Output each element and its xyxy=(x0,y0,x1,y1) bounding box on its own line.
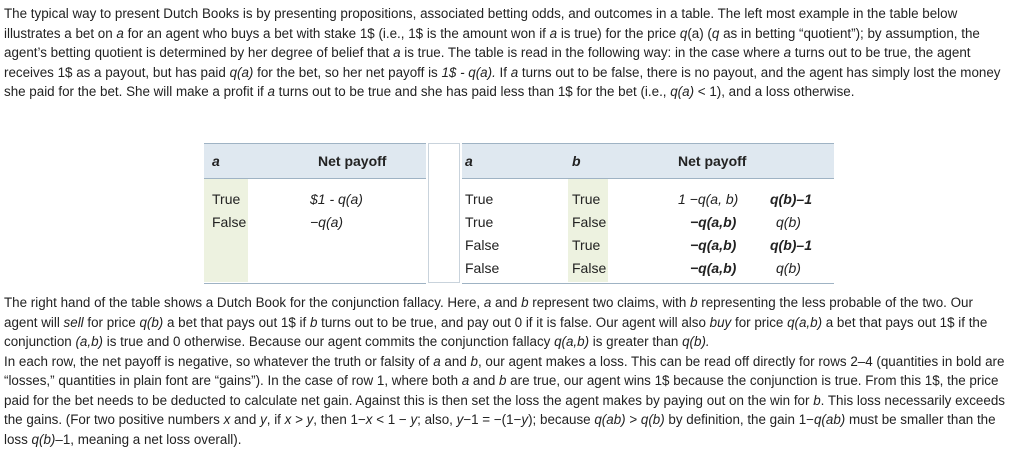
math-qab: q(ab) xyxy=(594,412,626,427)
text-run: and xyxy=(491,295,522,310)
math-a: a xyxy=(461,373,470,388)
text-run: representing the less probable of the two. Our agent will xyxy=(4,295,973,330)
right-row2-b: False xyxy=(572,214,607,230)
text-run: and xyxy=(230,412,261,427)
right-header-a: a xyxy=(465,153,473,169)
math-qa: q(a) xyxy=(229,64,254,80)
math-b: b xyxy=(470,353,478,369)
math-b: b xyxy=(521,295,529,310)
math-a: a xyxy=(393,45,401,60)
right-row3-loss-b: q(b)–1 xyxy=(770,237,812,253)
emphasis-buy: buy xyxy=(709,314,732,330)
text-run: , if xyxy=(266,412,285,427)
text-run: The right hand of the table shows a Dutch Book for the conjunction fallacy. Here, xyxy=(4,295,484,310)
text-run: is true and 0 otherwise. Because our agent commits the conjunction fallacy xyxy=(103,334,555,349)
text-run: for the bet, so her net payoff is xyxy=(253,64,442,80)
math-qab: q(ab) xyxy=(813,412,846,427)
right-table xyxy=(462,143,834,284)
left-row1-a: True xyxy=(212,191,241,207)
math-q: q xyxy=(679,25,688,41)
text-run: –1, meaning a net loss overall). xyxy=(55,431,242,447)
math-q: q xyxy=(711,25,720,41)
math-a: a xyxy=(433,353,441,369)
right-row3-b: True xyxy=(572,237,601,253)
text-run: −1 = −(1− xyxy=(463,412,522,427)
text-run: ; also, xyxy=(417,412,457,427)
text-run: The typical way to present Dutch Books is by presenting propositions, associated betting odds, and outcomes in a table. The left most example in the table below illustrates a bet on xyxy=(4,6,958,41)
math-inequality: x > y xyxy=(284,412,314,427)
right-row4-loss: −q(a,b) xyxy=(690,260,737,276)
right-row4-a: False xyxy=(465,260,500,276)
right-row3-a: False xyxy=(465,237,500,253)
left-header-a: a xyxy=(212,153,220,169)
text-run: are true, our agent wins 1$ because the conjunction is true. From this 1$, the price paid for the bet needs to be deducted to calculate net gain. Against this is then set the loss the agent makes by paying out on the win for xyxy=(4,373,999,408)
text-run: is greater than xyxy=(589,334,683,349)
text-run: In each row, the net payoff is negative, so whatever the truth or falsity of xyxy=(4,353,434,369)
text-run: a bet that pays out 1$ if the conjunction xyxy=(4,314,988,349)
text-run: turns out to be true, the agent receives 1$ as a payout, but has paid xyxy=(4,45,971,80)
text-run: as in betting “quotient”); by assumption, the agent’s betting quotient is determined by her degree of belief that xyxy=(4,25,980,60)
right-row1-loss: q(b)–1 xyxy=(770,191,812,207)
right-row4-b: False xyxy=(572,260,607,276)
math-a: a xyxy=(783,45,792,60)
math-qb: q(b) xyxy=(640,412,665,427)
right-row2-loss: −q(a,b) xyxy=(690,214,737,230)
right-table-header xyxy=(462,143,834,179)
text-run: is true. The table is read in the following way: in the case where xyxy=(400,45,784,60)
right-row1-gain: 1 −q(a, b) xyxy=(678,191,739,207)
math-qb: q(b) xyxy=(31,431,56,447)
text-run: , our agent makes a loss. This can be read off directly for rows 2–4 (quantities in bold are “losses,” quantities in plain font are “gains”). In the case of row 1, where both xyxy=(4,353,1005,388)
text-run: represent two claims, with xyxy=(528,295,691,310)
right-row3-loss: −q(a,b) xyxy=(690,237,737,253)
left-header-net-payoff: Net payoff xyxy=(318,153,387,169)
math-a: a xyxy=(116,25,124,41)
text-run: < 1 − xyxy=(372,412,411,427)
text-run: . This loss necessarily exceeds the gains. (For two positive numbers xyxy=(4,392,1005,427)
text-run: and xyxy=(440,353,471,369)
right-header-b: b xyxy=(572,153,581,169)
text-run: by definition, the gain 1− xyxy=(664,412,814,427)
math-a: a xyxy=(267,84,275,99)
math-ab: (a,b) xyxy=(75,334,104,349)
right-header-net-payoff: Net payoff xyxy=(678,153,747,169)
right-row1-a: True xyxy=(465,191,494,207)
text-run: for an agent who buys a bet with stake 1$ (i.e., 1$ is the amount won if xyxy=(123,25,550,41)
left-row2-payoff: −q(a) xyxy=(310,214,344,230)
text-run: a bet that pays out 1$ if xyxy=(163,314,310,330)
text-run: is true) for the price xyxy=(557,25,680,41)
text-run: turns out to be false, there is no payout, and the agent has simply lost the money she paid for the bet. She will make a profit if xyxy=(4,64,1001,99)
math-b: b xyxy=(813,392,821,408)
math-b: b xyxy=(499,373,507,388)
text-run: < 1), and a loss otherwise. xyxy=(694,84,855,99)
math-y: y xyxy=(260,412,267,427)
text-run: (a) ( xyxy=(687,25,712,41)
table-divider xyxy=(428,143,460,283)
dutch-book-table xyxy=(204,143,834,283)
left-row2-a: False xyxy=(212,214,247,230)
left-row1-payoff: $1 - q(a) xyxy=(310,191,363,207)
text-run: for price xyxy=(83,314,140,330)
math-y: y xyxy=(456,412,464,427)
math-b: b xyxy=(690,295,698,310)
math-qab: q(a,b) xyxy=(554,334,590,349)
right-row4-gain: q(b) xyxy=(776,260,801,276)
math-a: a xyxy=(510,64,519,80)
left-table xyxy=(204,143,426,284)
math-b: b xyxy=(309,314,318,330)
paragraph-conjunction-fallacy xyxy=(4,293,1010,449)
text-run: must be smaller than the loss xyxy=(4,412,996,447)
math-y: y xyxy=(410,412,418,427)
right-row1-b: True xyxy=(572,191,601,207)
text-run: for price xyxy=(731,314,788,330)
math-qb: q(b) xyxy=(139,314,164,330)
math-payoff: 1$ - q(a). xyxy=(441,64,496,80)
right-row2-gain: q(b) xyxy=(776,214,801,230)
text-run: ); because xyxy=(528,412,595,427)
text-run: , then 1− xyxy=(313,412,366,427)
math-qa: q(a) xyxy=(670,84,695,99)
right-row2-a: True xyxy=(465,214,494,230)
emphasis-sell: sell xyxy=(63,314,84,330)
math-y: y xyxy=(521,412,529,427)
text-run: and xyxy=(469,373,499,388)
paragraph-intro xyxy=(4,4,1010,102)
math-x: x xyxy=(365,412,373,427)
math-qab: q(a,b) xyxy=(787,314,823,330)
math-a: a xyxy=(549,25,558,41)
left-table-header xyxy=(204,143,426,179)
math-x: x xyxy=(223,412,231,427)
math-qb: q(b). xyxy=(682,334,710,349)
text-run: turns out to be true and she has paid less than 1$ for the bet (i.e., xyxy=(274,84,671,99)
text-run: If xyxy=(495,64,511,80)
math-a: a xyxy=(483,295,492,310)
text-run: > xyxy=(625,412,641,427)
text-run: turns out to be true, and pay out 0 if it is false. Our agent will also xyxy=(317,314,710,330)
